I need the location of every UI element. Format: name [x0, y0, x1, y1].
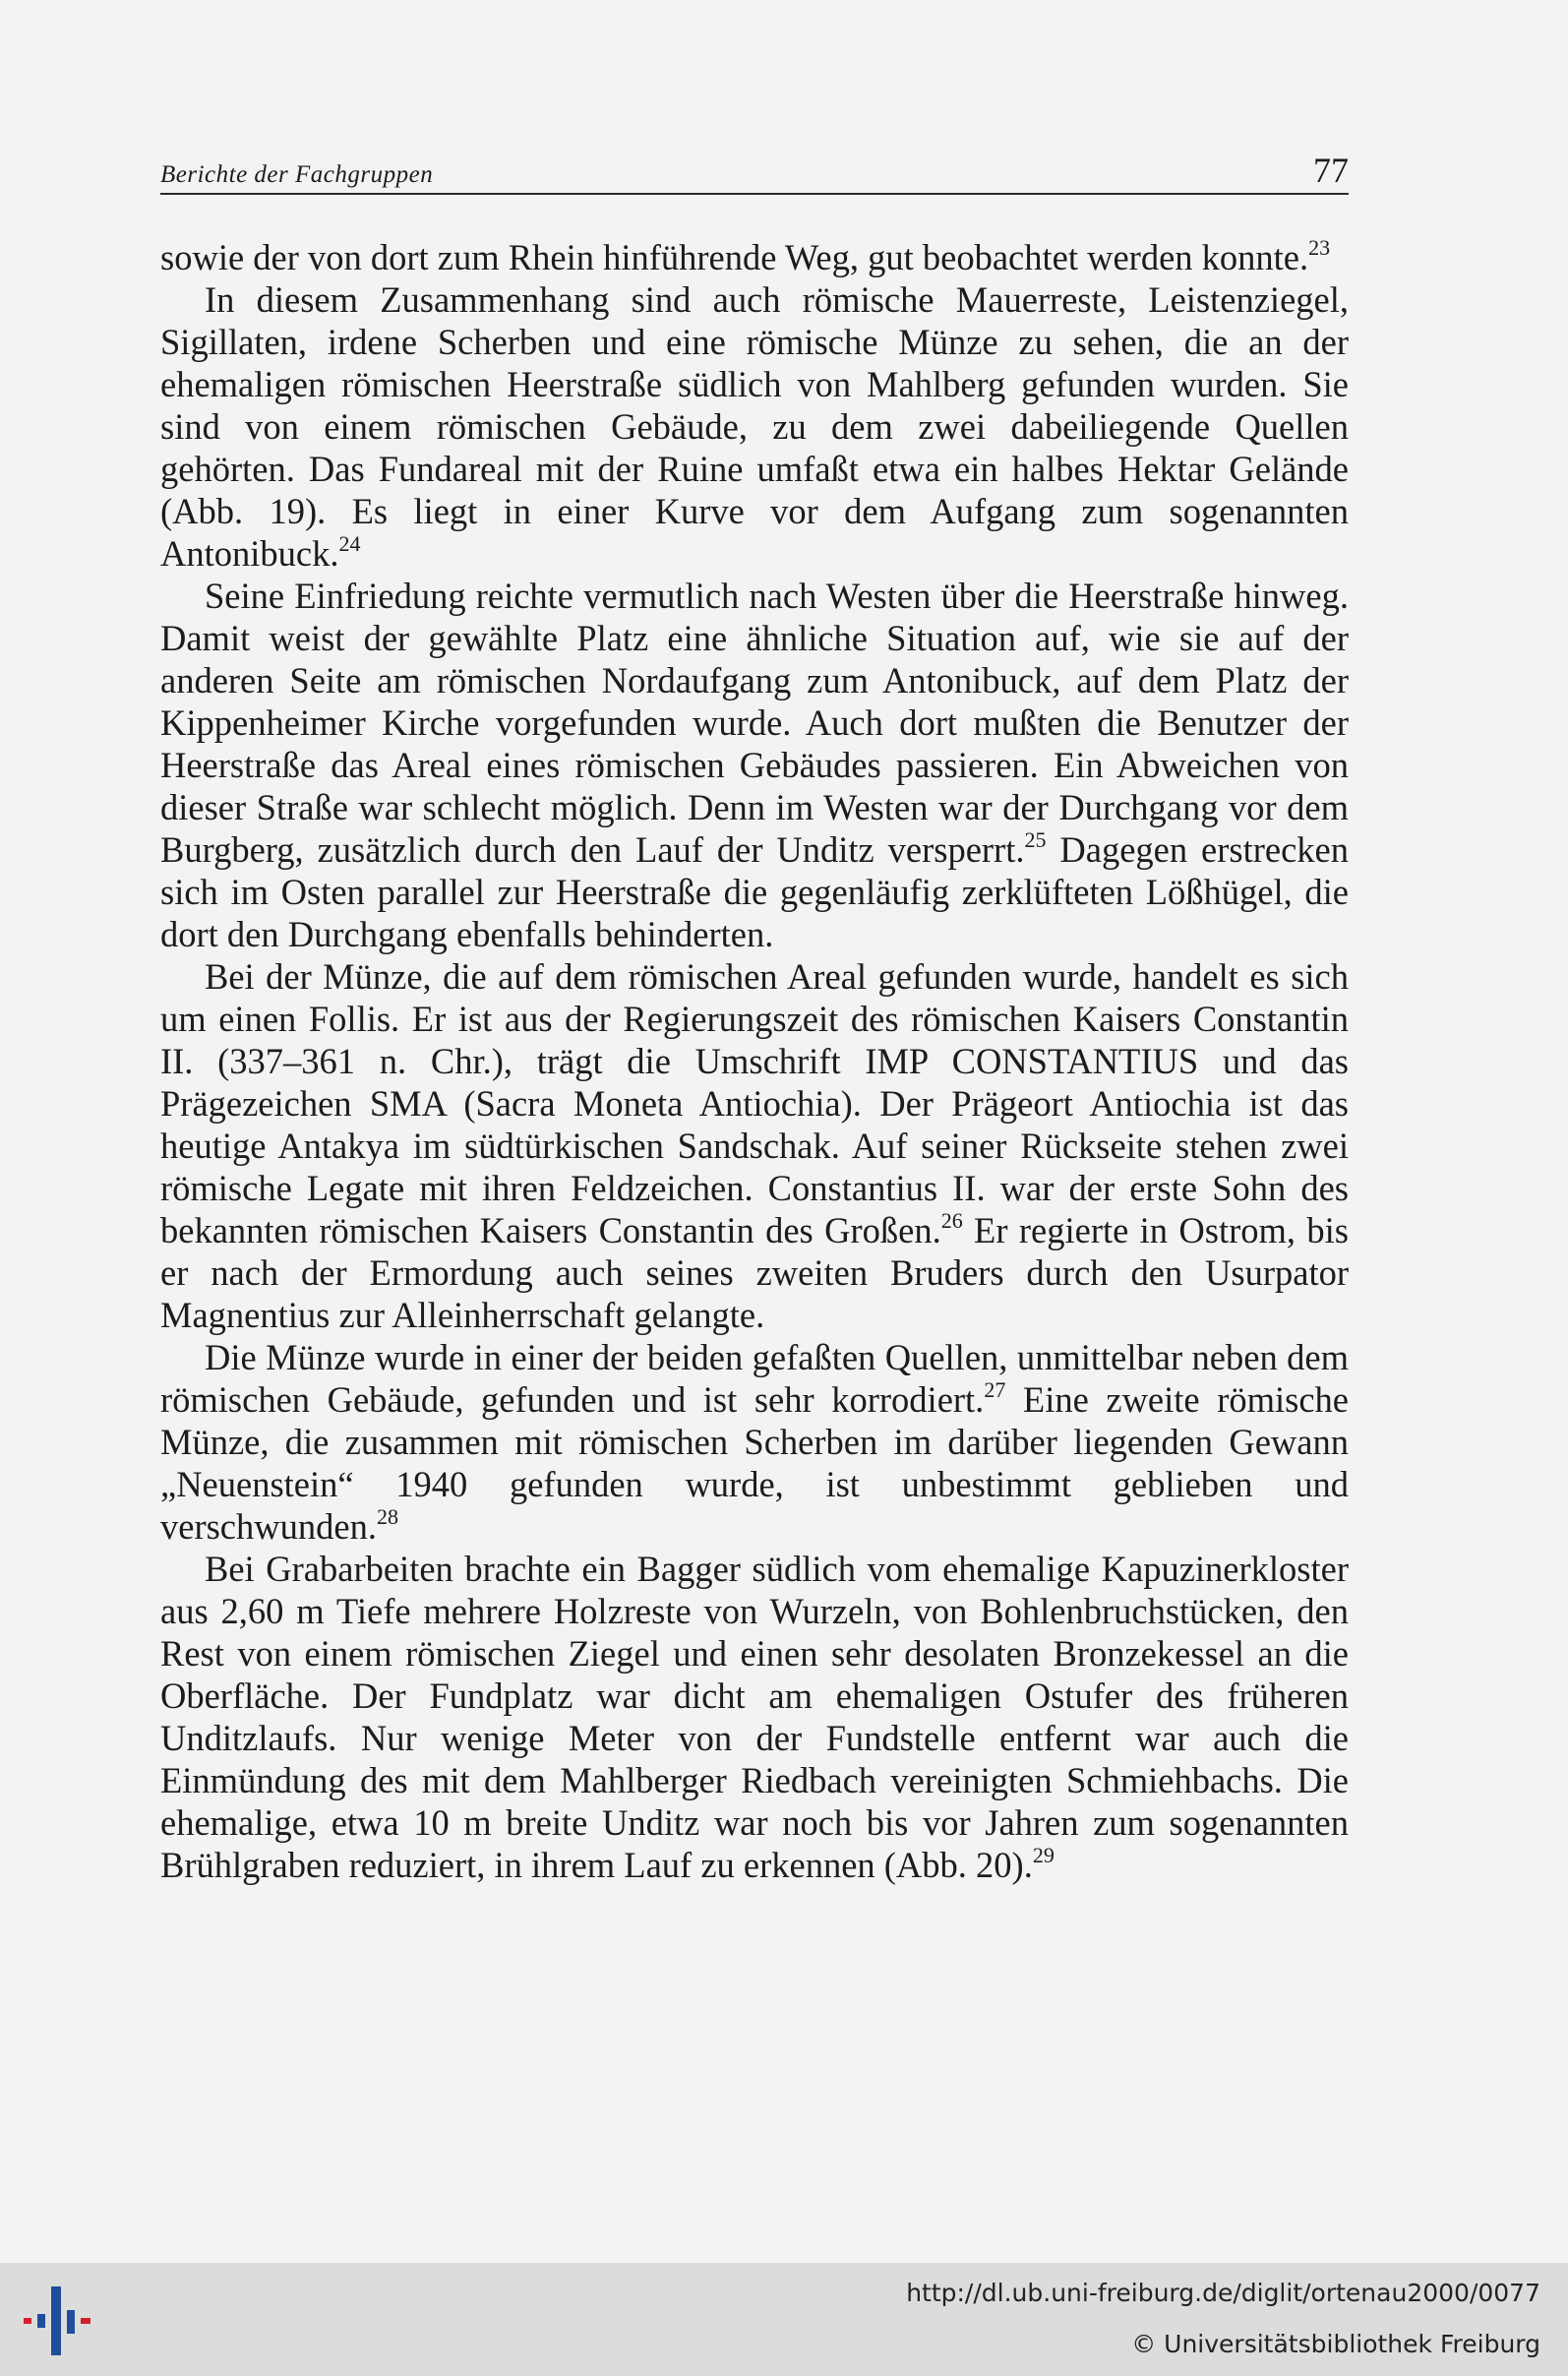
body-text [160, 236, 1349, 1886]
footnote-ref-27: 27 [984, 1377, 1006, 1402]
paragraph-3 [160, 575, 1349, 955]
footnote-ref-29: 29 [1032, 1843, 1055, 1867]
paragraph-text: Er regierte in Ostrom, bis er nach der Ermordung auch seines zweiten Bruders durch den Usurpator Magnentius zur Alleinherrschaft gelangte. [160, 1210, 1349, 1335]
footnote-ref-26: 26 [940, 1208, 963, 1233]
page-number: 77 [1313, 151, 1349, 190]
footnote-ref-28: 28 [376, 1504, 398, 1529]
paragraph-text: Eine zweite römische Münze, die zusammen mit römischen Scherben im darüber liegenden Gewann „Neuenstein“ 1940 gefunden wurde, ist unbestimmt geblieben und verschwunden. [160, 1379, 1349, 1547]
paragraph-text: Bei Grabarbeiten brachte ein Bagger südlich vom ehemalige Kapuzinerkloster aus 2,60 m Tiefe mehrere Holzreste von Wurzeln, von Bohlenbruchstücken, den Rest von einem römischen Ziegel und einen sehr desolaten Bronzekessel an die Oberfläche. Der Fundplatz war dicht am ehemaligen Ostufer des früheren Unditzlaufs. Nur wenige Meter von der Fundstelle entfernt war auch die Einmündung des mit dem Mahlberger Riedbach vereinigten Schmiehbachs. Die ehemalige, etwa 10 m breite Unditz war noch bis vor Jahren zum sogenannten Brühlgraben reduziert, in ihrem Lauf zu erkennen (Abb. 20). [160, 1549, 1349, 1885]
page-header [160, 148, 1349, 195]
ub-freiburg-logo-icon [18, 2281, 98, 2361]
footnote-ref-25: 25 [1024, 827, 1047, 852]
paragraph-text: Dagegen erstrecken sich im Osten parallel zur Heerstraße die gegenläufig zerklüfteten Lößhügel, die dort den Durchgang ebenfalls behinderten. [160, 829, 1349, 954]
paragraph-4 [160, 955, 1349, 1336]
paragraph-5 [160, 1336, 1349, 1548]
footer-copyright: © Universitätsbibliothek Freiburg [1131, 2330, 1540, 2358]
paragraph-text: sowie der von dort zum Rhein hinführende Weg, gut beobachtet werden konnte. [160, 237, 1309, 277]
paragraph-text: Bei der Münze, die auf dem römischen Areal gefunden wurde, handelt es sich um einen Follis. Er ist aus der Regierungszeit des römischen Kaisers Constantin II. (337–361 n. Chr.), trägt die Umschrift IMP CONSTANTIUS und das Prägezeichen SMA (Sacra Moneta Antiochia). Der Prägeort Antiochia ist das heutige Antakya im südtürkischen Sandschak. Auf seiner Rückseite stehen zwei römische Legate mit ihren Feldzeichen. Constantius II. war der erste Sohn des bekannten römischen Kaisers Constantin des Großen. [160, 956, 1349, 1250]
footnote-ref-24: 24 [338, 531, 361, 556]
paragraph-text: Seine Einfriedung reichte vermutlich nach Westen über die Heerstraße hinweg. Damit weist der gewählte Platz eine ähnliche Situation auf, wie sie auf der anderen Seite am römischen Nordaufgang zum Antonibuck, auf dem Platz der Kippenheimer Kirche vorgefunden wurde. Auch dort mußten die Benutzer der Heerstraße das Areal eines römischen Gebäudes passieren. Ein Abweichen von dieser Straße war schlecht möglich. Denn im Westen war der Durchgang vor dem Burgberg, zusätzlich durch den Lauf der Unditz versperrt. [160, 576, 1349, 870]
footer-url-link[interactable]: http://dl.ub.uni-freiburg.de/diglit/ortenau2000/0077 [906, 2279, 1540, 2307]
paragraph-6 [160, 1548, 1349, 1886]
paragraph-text: Die Münze wurde in einer der beiden gefaßten Quellen, unmittelbar neben dem römischen Gebäude, gefunden und ist sehr korrodiert. [160, 1337, 1349, 1420]
paragraph-1 [160, 236, 1349, 278]
footnote-ref-23: 23 [1308, 235, 1331, 260]
paragraph-text: In diesem Zusammenhang sind auch römische Mauerreste, Leistenziegel, Sigillaten, irdene Scherben und eine römische Münze zu sehen, die an der ehemaligen römischen Heerstraße südlich von Mahlberg gefunden wurden. Sie sind von einem römischen Gebäude, zu dem zwei dabeiliegende Quellen gehörten. Das Fundareal mit der Ruine umfaßt etwa ein halbes Hektar Gelände (Abb. 19). Es liegt in einer Kurve vor dem Aufgang zum sogenannten Antonibuck. [160, 279, 1349, 574]
paragraph-2 [160, 278, 1349, 575]
running-head: Berichte der Fachgruppen [160, 161, 434, 188]
